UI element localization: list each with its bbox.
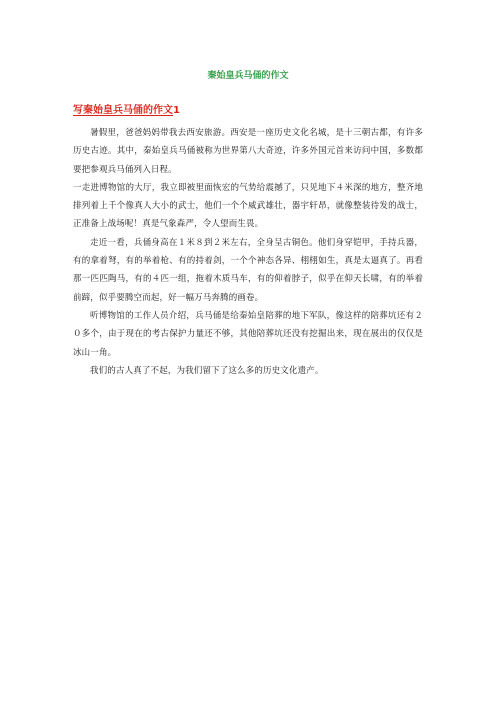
document-title: 秦始皇兵马俑的作文 <box>207 71 289 81</box>
paragraph-5: 我们的古人真了不起，为我们留下了这么多的历史文化遗产。 <box>90 365 324 376</box>
document-body <box>73 124 423 380</box>
section-heading-number: 1 <box>173 105 180 116</box>
paragraph-3: 走近一看，兵俑身高在１米８到２米左右，全身呈古铜色。他们身穿铠甲，手持兵器，有的拿着弩，有的举着枪、有的持着剑，一个个神态各异、栩栩如生，真是太逼真了。再看那一匹匹陶马，有的４匹一组，拖着木质马车，有的仰着脖子，似乎在仰天长啸，有的举着前蹄，似乎要腾空而起，好一幅万马奔腾的画卷。 <box>73 237 423 303</box>
paragraph-2: 一走进博物馆的大厅，我立即被里面恢宏的气势给震撼了，只见地下４米深的地方，整齐地排列着上千个像真人大小的武士，他们一个个威武雄壮，器宇轩昂，就像整装待发的战士，正准备上战场呢！真是气象森严，令人望而生畏。 <box>73 182 423 230</box>
section-heading-text: 写秦始皇兵马俑的作文 <box>73 105 173 116</box>
section-heading <box>73 101 180 116</box>
paragraph-1: 暑假里，爸爸妈妈带我去西安旅游。西安是一座历史文化名城，是十三朝古都，有许多历史古迹。其中，秦始皇兵马俑被称为世界第八大奇迹，许多外国元首来访问中国，多数都要把参观兵马俑列入日程。 <box>73 128 423 175</box>
paragraph-4: 听博物馆的工作人员介绍，兵马俑是给秦始皇陪葬的地下军队，像这样的陪葬坑还有２０多个，由于现在的考古保护力量还不够，其他陪葬坑还没有挖掘出来，现在展出的仅仅是冰山一角。 <box>73 310 423 358</box>
